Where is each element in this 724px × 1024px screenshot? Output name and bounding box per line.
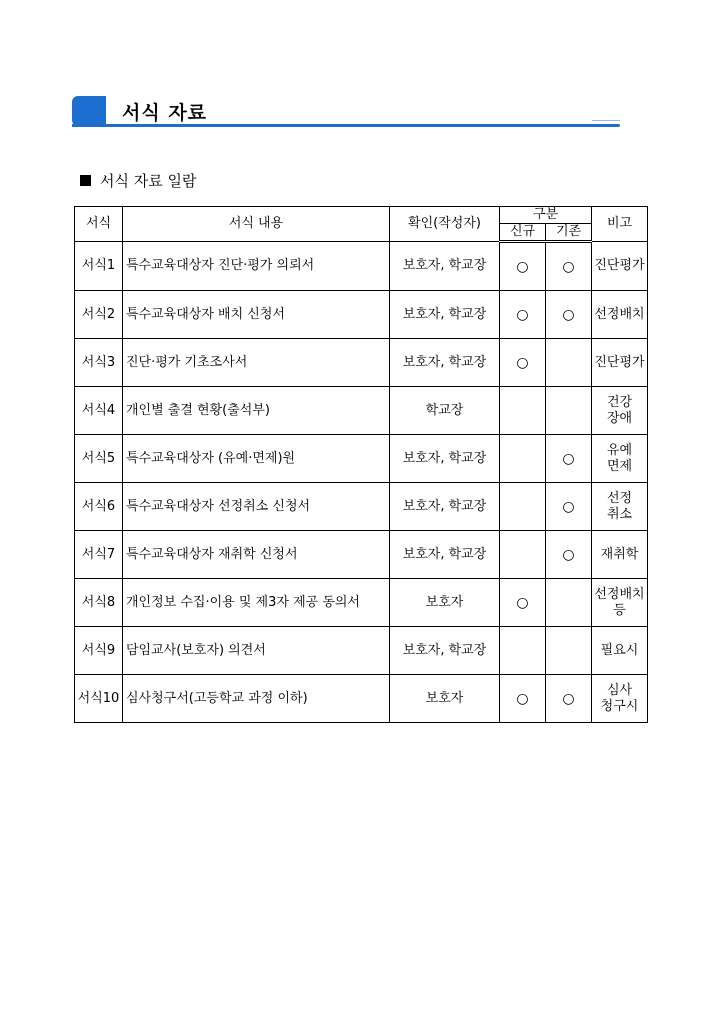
row-note-line: 선정 (606, 490, 633, 506)
row-confirm: 보호자, 학교장 (390, 483, 500, 531)
table-row (75, 291, 648, 339)
row-new-mark: ○ (500, 291, 546, 339)
row-new-mark (500, 627, 546, 675)
row-code: 서식7 (75, 531, 123, 579)
table-row (75, 435, 648, 483)
row-note-line: 면제 (606, 458, 633, 474)
table-row (75, 531, 648, 579)
row-new-mark: ○ (500, 339, 546, 387)
row-existing-mark (546, 339, 592, 387)
row-code: 서식4 (75, 387, 123, 435)
row-content: 개인정보 수집·이용 및 제3자 제공 동의서 (123, 579, 390, 627)
section-heading-text: 서식 자료 일람 (100, 172, 197, 190)
row-content: 개인별 출결 현황(출석부) (123, 387, 390, 435)
row-confirm: 학교장 (390, 387, 500, 435)
row-note (592, 435, 648, 483)
row-existing-mark: ○ (546, 435, 592, 483)
forms-table (74, 206, 648, 723)
header-category: 구분 (500, 207, 592, 224)
header-code: 서식 (75, 207, 123, 242)
row-existing-mark: ○ (546, 675, 592, 723)
row-note-line: 장애 (606, 410, 633, 426)
row-existing-mark (546, 579, 592, 627)
row-confirm: 보호자, 학교장 (390, 627, 500, 675)
header-new: 신규 (500, 224, 546, 242)
row-note-line: 등 (613, 602, 626, 618)
row-content: 진단·평가 기초조사서 (123, 339, 390, 387)
row-content: 특수교육대상자 진단·평가 의뢰서 (123, 242, 390, 291)
square-bullet-icon (80, 175, 91, 186)
row-new-mark: ○ (500, 579, 546, 627)
row-existing-mark: ○ (546, 483, 592, 531)
row-content: 담임교사(보호자) 의견서 (123, 627, 390, 675)
row-note-line: 선정배치 (594, 586, 645, 602)
page-title-bar (72, 96, 622, 132)
row-note-line: 건강 (606, 394, 633, 410)
section-heading (80, 170, 196, 191)
row-note-line: 심사 (606, 682, 633, 698)
row-note (592, 579, 648, 627)
table-row (75, 627, 648, 675)
table-row (75, 675, 648, 723)
row-note (592, 483, 648, 531)
row-note-line: 취소 (606, 506, 633, 522)
row-content: 특수교육대상자 재취학 신청서 (123, 531, 390, 579)
row-existing-mark: ○ (546, 291, 592, 339)
row-content: 특수교육대상자 선정취소 신청서 (123, 483, 390, 531)
row-new-mark (500, 387, 546, 435)
row-note: 선정배치 (592, 291, 648, 339)
row-note: 진단평가 (592, 242, 648, 291)
row-note: 진단평가 (592, 339, 648, 387)
row-note-line: 청구시 (600, 698, 639, 714)
row-note: 재취학 (592, 531, 648, 579)
table-row (75, 483, 648, 531)
row-confirm: 보호자 (390, 675, 500, 723)
row-new-mark (500, 435, 546, 483)
row-note-line: 유예 (606, 442, 633, 458)
row-content: 심사청구서(고등학교 과정 이하) (123, 675, 390, 723)
row-confirm: 보호자, 학교장 (390, 242, 500, 291)
row-new-mark: ○ (500, 242, 546, 291)
header-content: 서식 내용 (123, 207, 390, 242)
row-content: 특수교육대상자 (유예·면제)원 (123, 435, 390, 483)
table-row (75, 242, 648, 291)
row-existing-mark: ○ (546, 531, 592, 579)
row-existing-mark: ○ (546, 242, 592, 291)
row-existing-mark (546, 627, 592, 675)
row-confirm: 보호자 (390, 579, 500, 627)
row-code: 서식10 (75, 675, 123, 723)
row-new-mark (500, 531, 546, 579)
row-content: 특수교육대상자 배치 신청서 (123, 291, 390, 339)
header-existing: 기존 (546, 224, 592, 242)
row-confirm: 보호자, 학교장 (390, 435, 500, 483)
row-code: 서식1 (75, 242, 123, 291)
row-confirm: 보호자, 학교장 (390, 339, 500, 387)
row-code: 서식9 (75, 627, 123, 675)
table-row (75, 579, 648, 627)
row-note (592, 387, 648, 435)
header-note: 비고 (592, 207, 648, 242)
row-new-mark: ○ (500, 675, 546, 723)
row-confirm: 보호자, 학교장 (390, 531, 500, 579)
row-confirm: 보호자, 학교장 (390, 291, 500, 339)
table-row (75, 339, 648, 387)
row-new-mark (500, 483, 546, 531)
title-underline (72, 124, 620, 127)
row-existing-mark (546, 387, 592, 435)
row-code: 서식3 (75, 339, 123, 387)
row-code: 서식5 (75, 435, 123, 483)
row-note (592, 675, 648, 723)
row-code: 서식8 (75, 579, 123, 627)
row-code: 서식2 (75, 291, 123, 339)
table-row (75, 387, 648, 435)
header-confirm: 확인(작성자) (390, 207, 500, 242)
row-note: 필요시 (592, 627, 648, 675)
page-title: 서식 자료 (122, 102, 208, 124)
row-code: 서식6 (75, 483, 123, 531)
title-underline-accent (592, 120, 620, 121)
